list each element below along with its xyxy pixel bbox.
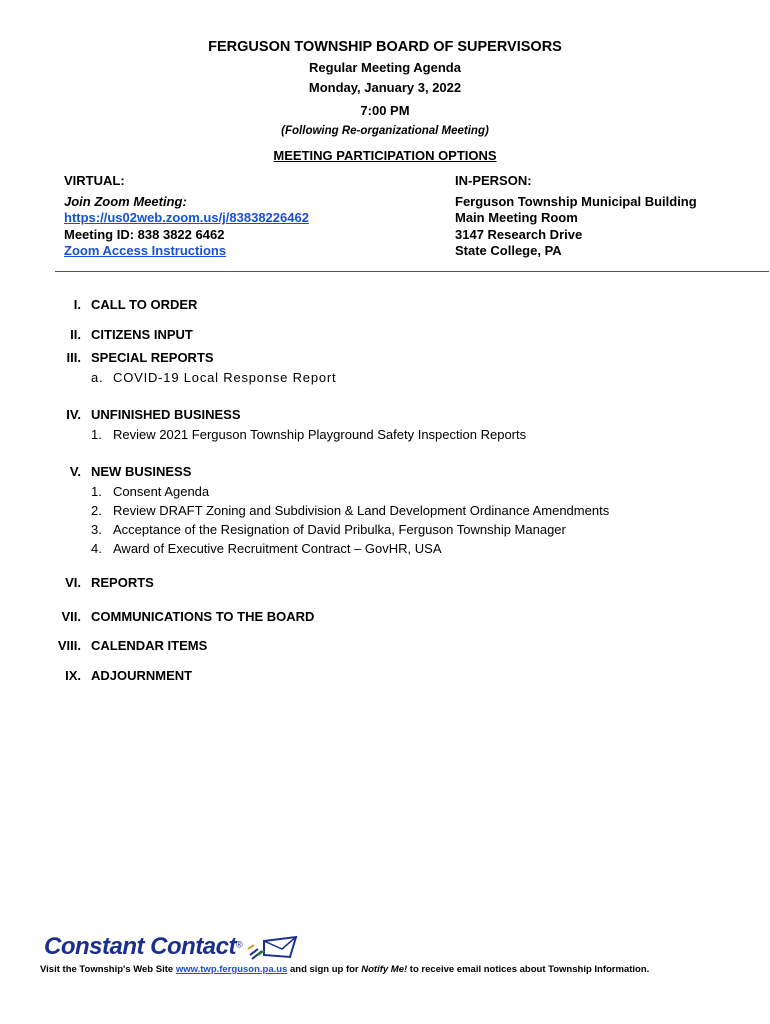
agenda-item: [91, 427, 526, 442]
registered-mark: ®: [236, 939, 243, 950]
agenda-number: IV.: [66, 407, 81, 422]
agenda-item-text: COVID-19 Local Response Report: [113, 370, 337, 385]
footer-text-2: and sign up for: [287, 964, 362, 975]
agenda-item-text: Review DRAFT Zoning and Subdivision & Land Development Ordinance Amendments: [113, 503, 610, 518]
document-subtitle: Regular Meeting Agenda: [309, 60, 461, 75]
in-person-section: [455, 173, 697, 260]
zoom-instructions-link[interactable]: Zoom Access Instructions: [64, 243, 227, 258]
agenda-number: IX.: [65, 668, 81, 683]
agenda-number: I.: [73, 297, 81, 312]
document-title: FERGUSON TOWNSHIP BOARD OF SUPERVISORS: [208, 39, 562, 55]
envelope-icon: [244, 935, 300, 961]
agenda-section-title: CALENDAR ITEMS: [91, 638, 208, 653]
agenda-section-title: REPORTS: [91, 575, 154, 590]
agenda-item-text: Review 2021 Ferguson Township Playground Safety Inspection Reports: [113, 427, 527, 442]
agenda-item-number: 1.: [91, 427, 102, 442]
footer-text-3: to receive email notices about Township Information.: [407, 964, 650, 975]
agenda-item: [91, 541, 442, 556]
constant-contact-logo: [44, 933, 304, 967]
agenda-section-title: ADJOURNMENT: [91, 668, 193, 683]
notify-me-label: Notify Me!: [361, 964, 408, 975]
meeting-room: Main Meeting Room: [455, 210, 578, 225]
agenda-number: II.: [70, 327, 81, 342]
agenda-section-title: NEW BUSINESS: [91, 464, 192, 479]
zoom-meeting-link[interactable]: https://us02web.zoom.us/j/83838226462: [64, 210, 309, 225]
agenda-section-title: UNFINISHED BUSINESS: [91, 407, 241, 422]
agenda-item-number: a.: [91, 370, 104, 385]
agenda-number: V.: [69, 464, 81, 479]
agenda-section-title: SPECIAL REPORTS: [91, 350, 214, 365]
virtual-section: [64, 173, 309, 260]
footer-text-1: Visit the Township's Web Site: [40, 964, 176, 975]
agenda-item: [91, 503, 609, 518]
agenda-item: [91, 522, 566, 537]
agenda-item-number: 3.: [91, 522, 102, 537]
agenda-section-title: CALL TO ORDER: [91, 297, 198, 312]
agenda-number: III.: [66, 350, 81, 365]
divider: [55, 271, 769, 272]
agenda-item-number: 1.: [91, 484, 102, 499]
agenda-section-title: CITIZENS INPUT: [91, 327, 193, 342]
footer-notice: [40, 964, 649, 975]
agenda-number: VI.: [65, 575, 81, 590]
meeting-time: 7:00 PM: [360, 103, 410, 118]
agenda-item-text: Acceptance of the Resignation of David Pribulka, Ferguson Township Manager: [113, 522, 566, 537]
logo-wordmark: Constant Contact: [44, 933, 236, 960]
street-address: 3147 Research Drive: [455, 226, 583, 242]
agenda-section-title: COMMUNICATIONS TO THE BOARD: [91, 609, 315, 624]
agenda-number: VII.: [61, 609, 81, 624]
agenda-item: [91, 370, 336, 385]
agenda-item-number: 4.: [91, 541, 102, 556]
virtual-heading: VIRTUAL:: [64, 173, 125, 188]
city-state: State College, PA: [455, 243, 562, 258]
township-website-link[interactable]: www.twp.ferguson.pa.us: [175, 964, 288, 975]
agenda-number: VIII.: [57, 638, 81, 653]
meeting-date: Monday, January 3, 2022: [308, 80, 462, 95]
in-person-heading: IN-PERSON:: [455, 173, 532, 188]
agenda-item-number: 2.: [91, 503, 102, 518]
agenda-item-text: Award of Executive Recruitment Contract – GovHR, USA: [113, 541, 442, 556]
join-zoom-label: Join Zoom Meeting:: [64, 193, 187, 209]
agenda-item: [91, 484, 209, 499]
participation-heading: MEETING PARTICIPATION OPTIONS: [273, 148, 497, 163]
meeting-note: (Following Re-organizational Meeting): [281, 125, 489, 137]
agenda-item-text: Consent Agenda: [113, 484, 210, 499]
meeting-id: Meeting ID: 838 3822 6462: [64, 226, 225, 242]
building-name: Ferguson Township Municipal Building: [455, 193, 697, 209]
